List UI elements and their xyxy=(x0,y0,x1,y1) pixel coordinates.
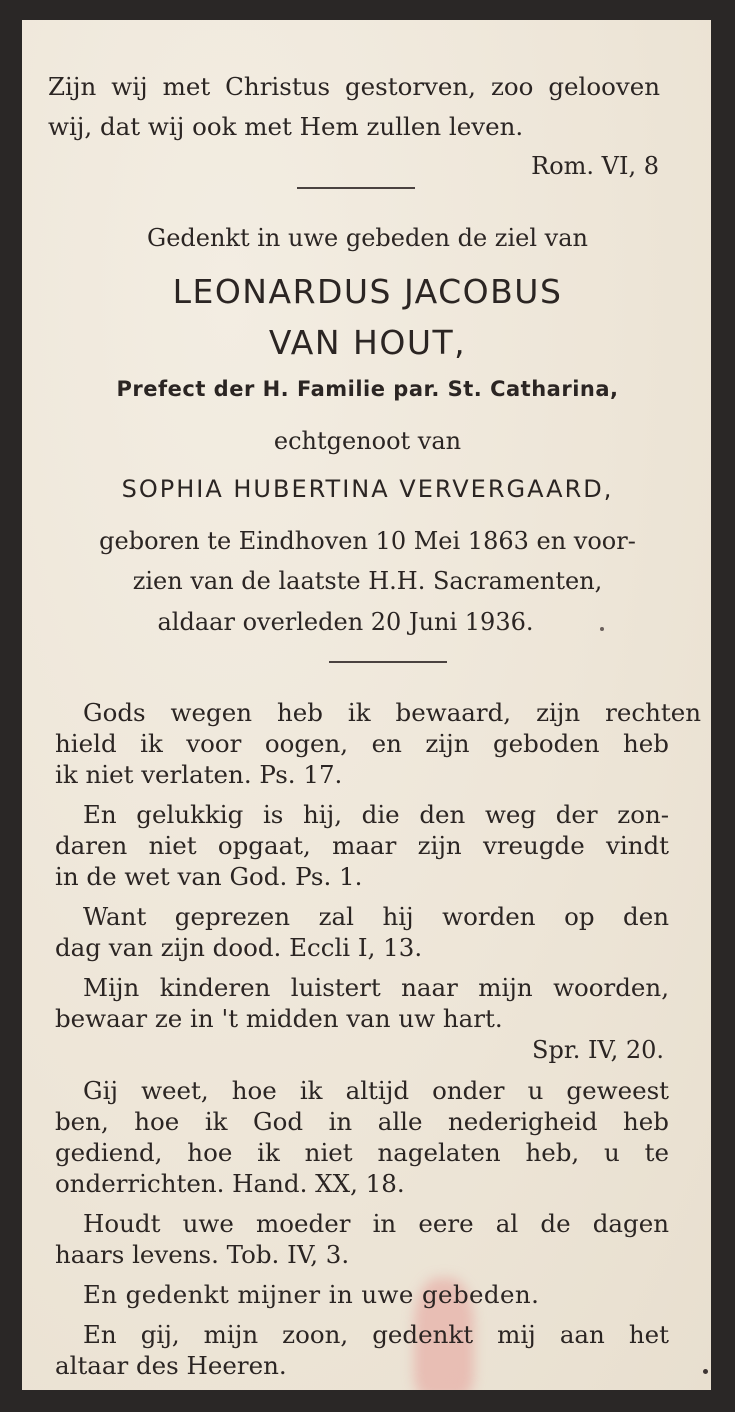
deceased-title: Prefect der H. Familie par. St. Catharina, xyxy=(116,377,619,401)
verse-5-line-4: onderrichten. Hand. XX, 18. xyxy=(55,1169,405,1198)
verse-6-line-2: haars levens. Tob. IV, 3. xyxy=(55,1240,350,1269)
verse-2-line-1: En gelukkig is hij, die den weg der zon- xyxy=(83,800,669,829)
divider-middle xyxy=(329,661,447,663)
deceased-name-line-1: LEONARDUS JACOBUS xyxy=(172,272,563,311)
epigraph-reference: Rom. VI, 8 xyxy=(531,152,659,180)
verse-2-line-2: daren niet opgaat, maar zijn vreugde vindt xyxy=(55,831,669,860)
verse-7-line-1: En gedenkt mijner in uwe gebeden. xyxy=(83,1280,540,1309)
life-line-1: geboren te Eindhoven 10 Mei 1863 en voor- xyxy=(99,527,636,555)
card-paper xyxy=(22,20,711,1390)
verse-4-line-1: Mijn kinderen luistert naar mijn woorden, xyxy=(83,973,669,1002)
verse-5-line-2: ben, hoe ik God in alle nederigheid heb xyxy=(55,1107,669,1136)
verse-2-line-3: in de wet van God. Ps. 1. xyxy=(55,862,363,891)
verse-8-line-2: altaar des Heeren. xyxy=(55,1351,287,1380)
life-line-2: zien van de laatste H.H. Sacramenten, xyxy=(132,567,603,595)
verse-4-reference: Spr. IV, 20. xyxy=(532,1036,664,1064)
verse-1-line-1: Gods wegen heb ik bewaard, zijn rechten xyxy=(83,698,701,727)
ink-speck-bottom xyxy=(703,1369,708,1374)
verse-4-line-2: bewaar ze in 't midden van uw hart. xyxy=(55,1004,503,1033)
ink-speck xyxy=(600,627,604,631)
verse-3-line-1: Want geprezen zal hij worden op den xyxy=(83,902,669,931)
deceased-name-line-2: VAN HOUT, xyxy=(268,323,467,362)
spouse-intro: echtgenoot van xyxy=(273,427,462,455)
intro-text: Gedenkt in uwe gebeden de ziel van xyxy=(147,224,588,252)
verse-8-line-1: En gij, mijn zoon, gedenkt mij aan het xyxy=(83,1320,669,1349)
epigraph-line-1: Zijn wij met Christus gestorven, zoo gelooven xyxy=(48,72,660,101)
verse-5-line-3: gediend, hoe ik niet nagelaten heb, u te xyxy=(55,1138,669,1167)
life-line-3: aldaar overleden 20 Juni 1936. xyxy=(157,608,534,636)
spouse-name: SOPHIA HUBERTINA VERVERGAARD, xyxy=(121,475,614,503)
verse-1-line-2: hield ik voor oogen, en zijn geboden heb xyxy=(55,729,669,758)
verse-1-line-3: ik niet verlaten. Ps. 17. xyxy=(55,760,343,789)
verse-5-line-1: Gij weet, hoe ik altijd onder u geweest xyxy=(83,1076,669,1105)
verse-6-line-1: Houdt uwe moeder in eere al de dagen xyxy=(83,1209,669,1238)
verse-3-line-2: dag van zijn dood. Eccli I, 13. xyxy=(55,933,423,962)
epigraph-line-2: wij, dat wij ook met Hem zullen leven. xyxy=(48,112,524,141)
divider-top xyxy=(297,187,415,189)
